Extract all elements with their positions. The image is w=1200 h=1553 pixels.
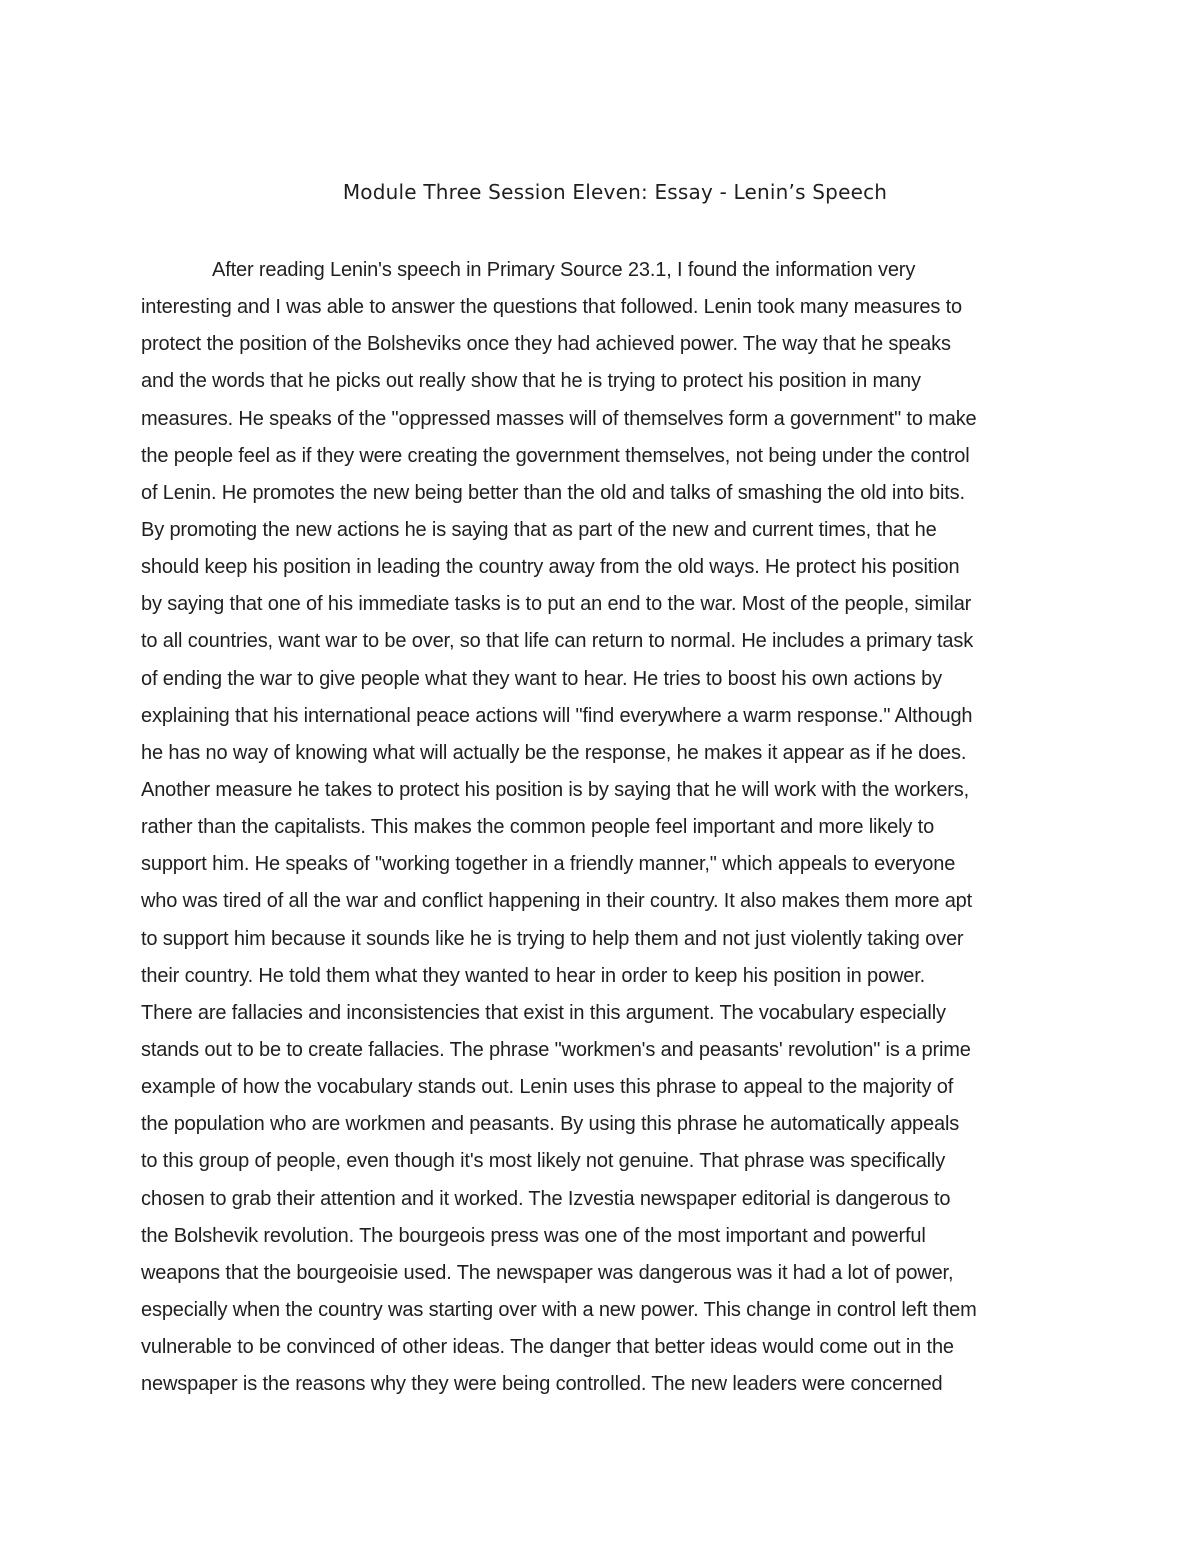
essay-line: should keep his position in leading the country away from the old ways. He protect his position [141, 556, 960, 579]
essay-line: of ending the war to give people what they want to hear. He tries to boost his own actions by [141, 667, 942, 690]
essay-body [141, 252, 1071, 1403]
essay-line: support him. He speaks of "working together in a friendly manner," which appeals to everyone [141, 853, 956, 876]
essay-title: Module Three Session Eleven: Essay - Lenin’s Speech [342, 180, 888, 204]
essay-line: newspaper is the reasons why they were being controlled. The new leaders were concerned [141, 1373, 943, 1396]
essay-line: their country. He told them what they wanted to hear in order to keep his position in power. [141, 964, 926, 987]
essay-line: to this group of people, even though it's most likely not genuine. That phrase was specifically [141, 1150, 946, 1173]
essay-line: the Bolshevik revolution. The bourgeois press was one of the most important and powerful [141, 1224, 926, 1247]
essay-line: interesting and I was able to answer the questions that followed. Lenin took many measures to [141, 296, 962, 319]
essay-line: to all countries, want war to be over, so that life can return to normal. He includes a primary task [141, 630, 974, 653]
essay-line: by saying that one of his immediate tasks is to put an end to the war. Most of the people, similar [141, 593, 972, 616]
essay-line: measures. He speaks of the "oppressed masses will of themselves form a government" to make [141, 407, 977, 430]
essay-line: especially when the country was starting over with a new power. This change in control left them [141, 1298, 977, 1321]
essay-line: who was tired of all the war and conflict happening in their country. It also makes them more apt [141, 890, 973, 913]
essay-line: protect the position of the Bolsheviks once they had achieved power. The way that he speaks [141, 333, 951, 356]
essay-line: vulnerable to be convinced of other ideas. The danger that better ideas would come out in the [141, 1336, 954, 1359]
essay-line: After reading Lenin's speech in Primary Source 23.1, I found the information very [212, 259, 916, 281]
essay-line: he has no way of knowing what will actually be the response, he makes it appear as if he does. [141, 741, 967, 764]
essay-line: of Lenin. He promotes the new being better than the old and talks of smashing the old into bits. [141, 481, 965, 504]
essay-line: example of how the vocabulary stands out. Lenin uses this phrase to appeal to the majority of [141, 1076, 954, 1099]
essay-line: to support him because it sounds like he is trying to help them and not just violently taking over [141, 927, 964, 950]
essay-line: By promoting the new actions he is saying that as part of the new and current times, that he [141, 518, 937, 541]
essay-line: the people feel as if they were creating the government themselves, not being under the control [141, 444, 970, 467]
essay-line: chosen to grab their attention and it worked. The Izvestia newspaper editorial is dangerous to [141, 1187, 951, 1210]
essay-line: and the words that he picks out really show that he is trying to protect his position in many [141, 370, 921, 393]
essay-line: the population who are workmen and peasants. By using this phrase he automatically appeals [141, 1113, 960, 1136]
essay-line: stands out to be to create fallacies. The phrase "workmen's and peasants' revolution" is a prime [141, 1038, 971, 1061]
essay-line: rather than the capitalists. This makes the common people feel important and more likely to [141, 816, 935, 839]
essay-line: Another measure he takes to protect his position is by saying that he will work with the workers, [141, 778, 970, 801]
essay-line: weapons that the bourgeoisie used. The newspaper was dangerous was it had a lot of power, [141, 1261, 954, 1284]
essay-line: There are fallacies and inconsistencies that exist in this argument. The vocabulary especially [141, 1001, 946, 1024]
essay-line: explaining that his international peace actions will "find everywhere a warm response." Although [141, 704, 973, 727]
